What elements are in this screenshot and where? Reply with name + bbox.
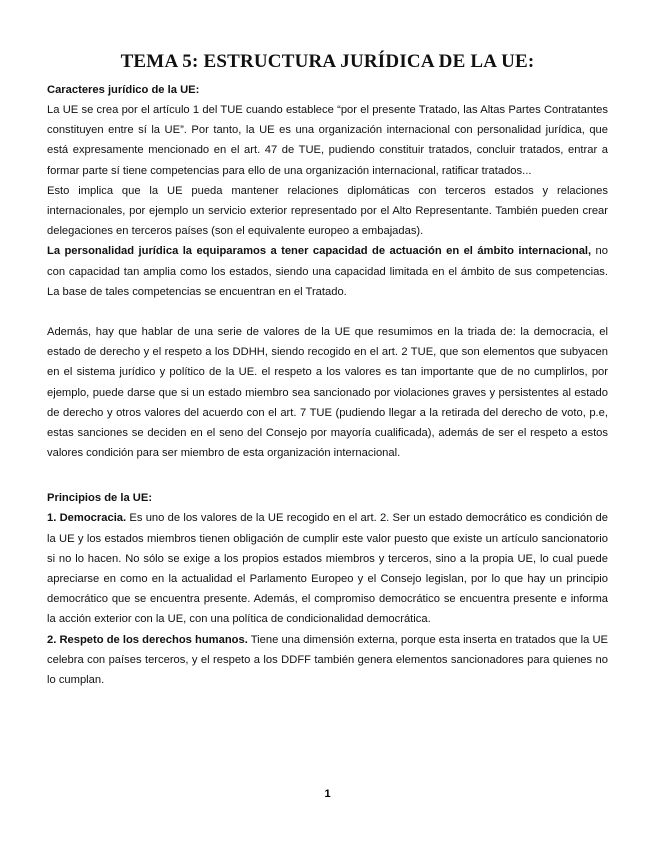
paragraph-3 [47,241,608,302]
document-title: TEMA 5: ESTRUCTURA JURÍDICA DE LA UE: [120,51,535,72]
spacer [47,302,608,322]
principle-democracia [47,508,608,629]
paragraph-2: Esto implica que la UE pueda mantener relaciones diplomáticas con terceros estados y relaciones internacionales, por ejemplo un servicio exterior representado por el Alto Representante. También pueden crear delegaciones en terceros países (son el equivalente europeo a embajadas). [47,184,608,238]
spacer [47,463,608,483]
page-number: 1 [324,788,331,800]
principle-democracia-text: Es uno de los valores de la UE recogido en el art. 2. Ser un estado democrático es condición de la UE y los estados miembros tienen obligación de cumplir este valor puesto que existe un artículo sancionatorio si no lo hacen. No sólo se exige a los propios estados miembros y terceros, sino a la propia UE, lo cual puede apreciarse en como en la actualidad el Parlamento Europeo y el Consejo legislan, por lo que hay un principio democrático que se encuentra presente. Además, el compromiso democrático se encuentra presente e informa la acción exterior con la UE, con una política de condicionalidad democrática. [47,512,609,626]
principle-democracia-title: 1. Democracia. [47,512,127,525]
paragraph-1: La UE se crea por el artículo 1 del TUE cuando establece “por el presente Tratado, las Altas Partes Contratantes constituyen entre sí la UE”. Por tanto, la UE es una organización internacional con personalidad jurídica, que está expresamente mencionado en el art. 47 de TUE, pudiendo constituir tratados, concluir tratados, entrar a formar parte sí tiene competencias para ello de una organización internacional, ratificar tratados... [47,104,608,177]
paragraph-3-bold: La personalidad jurídica la equiparamos a tener capacidad de actuación en el ámbito internacional, [47,245,592,258]
principle-derechos-humanos-title: 2. Respeto de los derechos humanos. [47,633,248,646]
section-heading-caracteres: Caracteres jurídico de la UE: [47,84,200,96]
paragraph-3-rest: no con capacidad tan amplia como los estados, siendo una capacidad limitada en el ámbito de sus competencias. La base de tales competencias se encuentran en el Tratado. [47,245,608,298]
paragraph-4: Además, hay que hablar de una serie de valores de la UE que resumimos en la triada de: la democracia, el estado de derecho y el respeto a los DDHH, siendo recogido en el art. 2 TUE, que son elementos que subyacen en el sistema jurídico y político de la UE. el respeto a los valores es tan importante que de no cumplirlos, por ejemplo, puede darse que si un estado miembro sea sancionado por violaciones graves y persistentes al estado de derecho y otros valores del acuerdo con el art. 7 TUE (pudiendo llegar a la retirada del derecho de voto, p.e, estas sanciones se deciden en el seno del Consejo por mayoría cualificada), además de ser el respeto a estos valores condición para ser miembro de esta organización internacional. [47,326,608,460]
principle-derechos-humanos-text: Tiene una dimensión externa, porque esta inserta en tratados que la UE celebra con países terceros, y el respeto a los DDFF también genera elementos sancionadores para quienes no lo cumplan. [47,633,609,687]
principle-derechos-humanos [47,630,608,691]
section-heading-principios: Principios de la UE: [47,492,153,505]
